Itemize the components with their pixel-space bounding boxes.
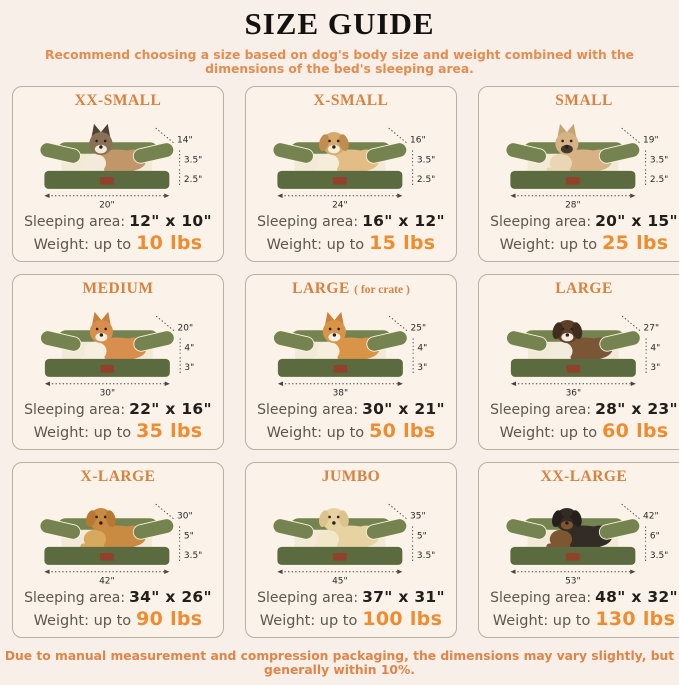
dog-bed-illustration xyxy=(25,111,211,212)
dim-base-label: 2.5" xyxy=(417,175,435,185)
dim-back-label: 30" xyxy=(177,512,193,522)
dim-bolster-label: 4" xyxy=(650,343,660,353)
pet-eye xyxy=(337,516,340,519)
sleeping-area-value: 30" x 21" xyxy=(362,400,445,418)
bed-photo-area xyxy=(491,110,677,213)
bed-photo-area xyxy=(482,486,679,589)
dim-bolster-label: 3.5" xyxy=(650,155,668,165)
dim-bolster-label: 3.5" xyxy=(184,155,202,165)
dim-width-label: 30" xyxy=(99,389,115,399)
pet-eye xyxy=(570,516,573,519)
dim-line-back xyxy=(156,504,175,519)
dim-base-label: 3" xyxy=(184,363,194,373)
pet-eye xyxy=(570,140,573,143)
brand-tag xyxy=(100,553,114,561)
pet-eye xyxy=(104,140,107,143)
dim-base-label: 3" xyxy=(417,363,427,373)
weight-label: Weight: up to xyxy=(34,613,132,629)
dim-arrow-left xyxy=(44,382,49,386)
weight-value: 50 lbs xyxy=(369,420,435,442)
dim-bolster-label: 5" xyxy=(417,531,427,541)
dim-back-label: 42" xyxy=(643,512,659,522)
dim-arrow-right xyxy=(164,570,169,574)
sleeping-area-value: 37" x 31" xyxy=(362,588,445,606)
bed-photo-area xyxy=(16,486,220,589)
pet-eye xyxy=(337,140,340,143)
brand-tag xyxy=(566,177,580,185)
dog-bed-illustration xyxy=(258,111,444,212)
size-label: LARGE xyxy=(555,280,613,297)
pet-eye xyxy=(337,328,340,331)
size-name xyxy=(82,280,153,298)
sleeping-area-label: Sleeping area: xyxy=(24,214,125,230)
dim-base-label: 3.5" xyxy=(184,551,202,561)
sleeping-area-label: Sleeping area: xyxy=(24,590,125,606)
pet-nose xyxy=(332,521,335,524)
dog-bed-illustration xyxy=(254,299,449,400)
weight-line xyxy=(34,609,203,630)
dim-base-label: 2.5" xyxy=(650,175,668,185)
dog-bed-illustration xyxy=(491,111,677,212)
dim-back-label: 20" xyxy=(177,324,193,334)
dim-line-back xyxy=(389,128,408,143)
bed-photo-area xyxy=(25,110,211,213)
weight-line xyxy=(260,609,442,630)
brand-tag xyxy=(566,365,580,373)
pet-nose xyxy=(565,333,568,336)
sleeping-area-line xyxy=(490,589,678,607)
page-title: SIZE GUIDE xyxy=(0,6,679,42)
dim-line-back xyxy=(622,128,641,143)
sleeping-area-value: 12" x 10" xyxy=(129,212,212,230)
weight-line xyxy=(500,233,669,254)
sleeping-area-label: Sleeping area: xyxy=(257,214,358,230)
dog-bed-illustration xyxy=(16,487,220,588)
dim-bolster-label: 3.5" xyxy=(417,155,435,165)
pet-nose xyxy=(99,333,102,336)
dim-width-label: 45" xyxy=(332,577,348,587)
dim-arrow-right xyxy=(630,570,635,574)
dim-width-label: 24" xyxy=(332,201,348,211)
weight-value: 130 lbs xyxy=(595,608,675,630)
pet-eye xyxy=(95,328,98,331)
dim-width-label: 53" xyxy=(565,577,581,587)
size-name xyxy=(555,280,613,298)
weight-line xyxy=(493,609,675,630)
sleeping-area-label: Sleeping area: xyxy=(257,590,358,606)
sleeping-area-value: 48" x 32" xyxy=(595,588,678,606)
dim-width-label: 36" xyxy=(565,389,581,399)
pet-nose xyxy=(332,145,335,148)
weight-value: 60 lbs xyxy=(602,420,668,442)
dim-line-back xyxy=(389,316,408,331)
page-subtitle: Recommend choosing a size based on dog's body size and weight combined with the dimensions of the bed's sleeping area. xyxy=(6,48,673,76)
weight-line xyxy=(34,233,203,254)
size-label: XX-SMALL xyxy=(75,92,162,109)
sleeping-area-value: 22" x 16" xyxy=(129,400,212,418)
size-grid xyxy=(0,86,679,638)
pet-eye xyxy=(328,328,331,331)
weight-label: Weight: up to xyxy=(267,425,365,441)
sleeping-area-value: 34" x 26" xyxy=(129,588,212,606)
weight-label: Weight: up to xyxy=(500,237,598,253)
size-card-xx-large xyxy=(478,462,679,638)
weight-label: Weight: up to xyxy=(34,237,132,253)
dim-arrow-left xyxy=(510,570,515,574)
pet-eye xyxy=(328,140,331,143)
dim-bolster-label: 5" xyxy=(184,531,194,541)
bed-photo-area xyxy=(258,110,444,213)
sleeping-area-line xyxy=(24,589,212,607)
dim-width-label: 28" xyxy=(565,201,581,211)
weight-label: Weight: up to xyxy=(493,613,591,629)
dog-bed-illustration xyxy=(249,487,453,588)
dim-back-label: 16" xyxy=(410,136,426,146)
dim-arrow-right xyxy=(397,570,402,574)
weight-label: Weight: up to xyxy=(260,613,358,629)
bed-photo-area xyxy=(249,486,453,589)
pet-eye xyxy=(95,140,98,143)
dim-back-label: 19" xyxy=(643,136,659,146)
dim-arrow-right xyxy=(397,194,402,198)
sleeping-area-value: 20" x 15" xyxy=(595,212,678,230)
pet-nose xyxy=(565,145,568,148)
pet-eye xyxy=(95,516,98,519)
weight-label: Weight: up to xyxy=(267,237,365,253)
dim-bolster-label: 4" xyxy=(184,343,194,353)
size-name xyxy=(322,468,380,486)
size-name xyxy=(292,280,410,298)
size-guide-page xyxy=(0,6,679,677)
size-card-jumbo xyxy=(245,462,457,638)
dim-line-back xyxy=(156,128,175,143)
weight-value: 10 lbs xyxy=(136,232,202,254)
size-name xyxy=(314,92,389,110)
pet-eye xyxy=(561,516,564,519)
dim-width-label: 20" xyxy=(99,201,115,211)
pet-eye xyxy=(561,328,564,331)
dim-arrow-left xyxy=(510,194,515,198)
pet-nose xyxy=(99,521,102,524)
size-card-large-crate xyxy=(245,274,457,450)
pet-eye xyxy=(104,516,107,519)
pet-eye xyxy=(104,328,107,331)
weight-value: 35 lbs xyxy=(136,420,202,442)
dim-bolster-label: 4" xyxy=(417,343,427,353)
dim-back-label: 35" xyxy=(410,512,426,522)
size-label: SMALL xyxy=(555,92,613,109)
dim-arrow-right xyxy=(630,382,635,386)
size-card-medium xyxy=(12,274,224,450)
dim-arrow-left xyxy=(277,570,282,574)
dim-arrow-left xyxy=(277,194,282,198)
bed-photo-area xyxy=(21,298,216,401)
sleeping-area-label: Sleeping area: xyxy=(490,590,591,606)
dim-arrow-left xyxy=(510,382,515,386)
size-card-large xyxy=(478,274,679,450)
weight-label: Weight: up to xyxy=(34,425,132,441)
footer-note: Due to manual measurement and compression packaging, the dimensions may vary slightly, but generally within 10%. xyxy=(0,649,679,677)
dim-line-back xyxy=(156,316,175,331)
pet-eye xyxy=(328,516,331,519)
weight-value: 90 lbs xyxy=(136,608,202,630)
dim-base-label: 3.5" xyxy=(650,551,668,561)
size-name xyxy=(555,92,613,110)
sleeping-area-line xyxy=(24,401,212,419)
dim-line-back xyxy=(622,316,641,331)
dim-line-back xyxy=(389,504,408,519)
size-name xyxy=(81,468,156,486)
weight-line xyxy=(34,421,203,442)
size-label: LARGE xyxy=(292,280,350,297)
size-card-x-large xyxy=(12,462,224,638)
sleeping-area-line xyxy=(257,401,445,419)
brand-tag xyxy=(333,553,347,561)
sleeping-area-line xyxy=(24,213,212,231)
bed-photo-area xyxy=(487,298,679,401)
sleeping-area-label: Sleeping area: xyxy=(24,402,125,418)
dim-back-label: 27" xyxy=(643,324,659,334)
size-card-small xyxy=(478,86,679,262)
dog-bed-illustration xyxy=(482,487,679,588)
sleeping-area-label: Sleeping area: xyxy=(490,402,591,418)
size-card-xx-small xyxy=(12,86,224,262)
weight-value: 15 lbs xyxy=(369,232,435,254)
size-name xyxy=(75,92,162,110)
weight-line xyxy=(267,233,436,254)
brand-tag xyxy=(333,177,347,185)
pet-eye xyxy=(570,328,573,331)
brand-tag xyxy=(566,553,580,561)
dim-bolster-label: 6" xyxy=(650,531,660,541)
sleeping-area-line xyxy=(257,213,445,231)
pet-nose xyxy=(99,145,102,148)
size-name xyxy=(541,468,628,486)
dim-back-label: 25" xyxy=(410,324,426,334)
dim-arrow-right xyxy=(397,382,402,386)
dim-arrow-left xyxy=(44,194,49,198)
dim-width-label: 42" xyxy=(99,577,115,587)
size-label: X-LARGE xyxy=(81,468,156,485)
size-label: MEDIUM xyxy=(82,280,153,297)
weight-label: Weight: up to xyxy=(500,425,598,441)
brand-tag xyxy=(100,177,114,185)
size-label: X-SMALL xyxy=(314,92,389,109)
dim-arrow-left xyxy=(44,570,49,574)
size-label: JUMBO xyxy=(322,468,380,485)
sleeping-area-label: Sleeping area: xyxy=(490,214,591,230)
bed-photo-area xyxy=(254,298,449,401)
pet-nose xyxy=(565,521,568,524)
dim-arrow-right xyxy=(164,382,169,386)
sleeping-area-value: 28" x 23" xyxy=(595,400,678,418)
sleeping-area-line xyxy=(490,213,678,231)
sleeping-area-line xyxy=(490,401,678,419)
brand-tag xyxy=(100,365,114,373)
size-card-x-small xyxy=(245,86,457,262)
dim-arrow-right xyxy=(630,194,635,198)
dog-bed-illustration xyxy=(487,299,679,400)
dim-line-back xyxy=(622,504,641,519)
sleeping-area-value: 16" x 12" xyxy=(362,212,445,230)
sleeping-area-line xyxy=(257,589,445,607)
weight-value: 100 lbs xyxy=(362,608,442,630)
dim-width-label: 38" xyxy=(332,389,348,399)
size-label: XX-LARGE xyxy=(541,468,628,485)
sleeping-area-label: Sleeping area: xyxy=(257,402,358,418)
dim-base-label: 3.5" xyxy=(417,551,435,561)
weight-value: 25 lbs xyxy=(602,232,668,254)
weight-line xyxy=(267,421,436,442)
dim-back-label: 14" xyxy=(177,136,193,146)
pet-nose xyxy=(332,333,335,336)
dim-base-label: 2.5" xyxy=(184,175,202,185)
dog-bed-illustration xyxy=(21,299,216,400)
pet-eye xyxy=(561,140,564,143)
dim-arrow-left xyxy=(277,382,282,386)
dim-arrow-right xyxy=(164,194,169,198)
weight-line xyxy=(500,421,669,442)
brand-tag xyxy=(333,365,347,373)
dim-base-label: 3" xyxy=(650,363,660,373)
size-label-suffix: ( for crate ) xyxy=(354,284,410,296)
